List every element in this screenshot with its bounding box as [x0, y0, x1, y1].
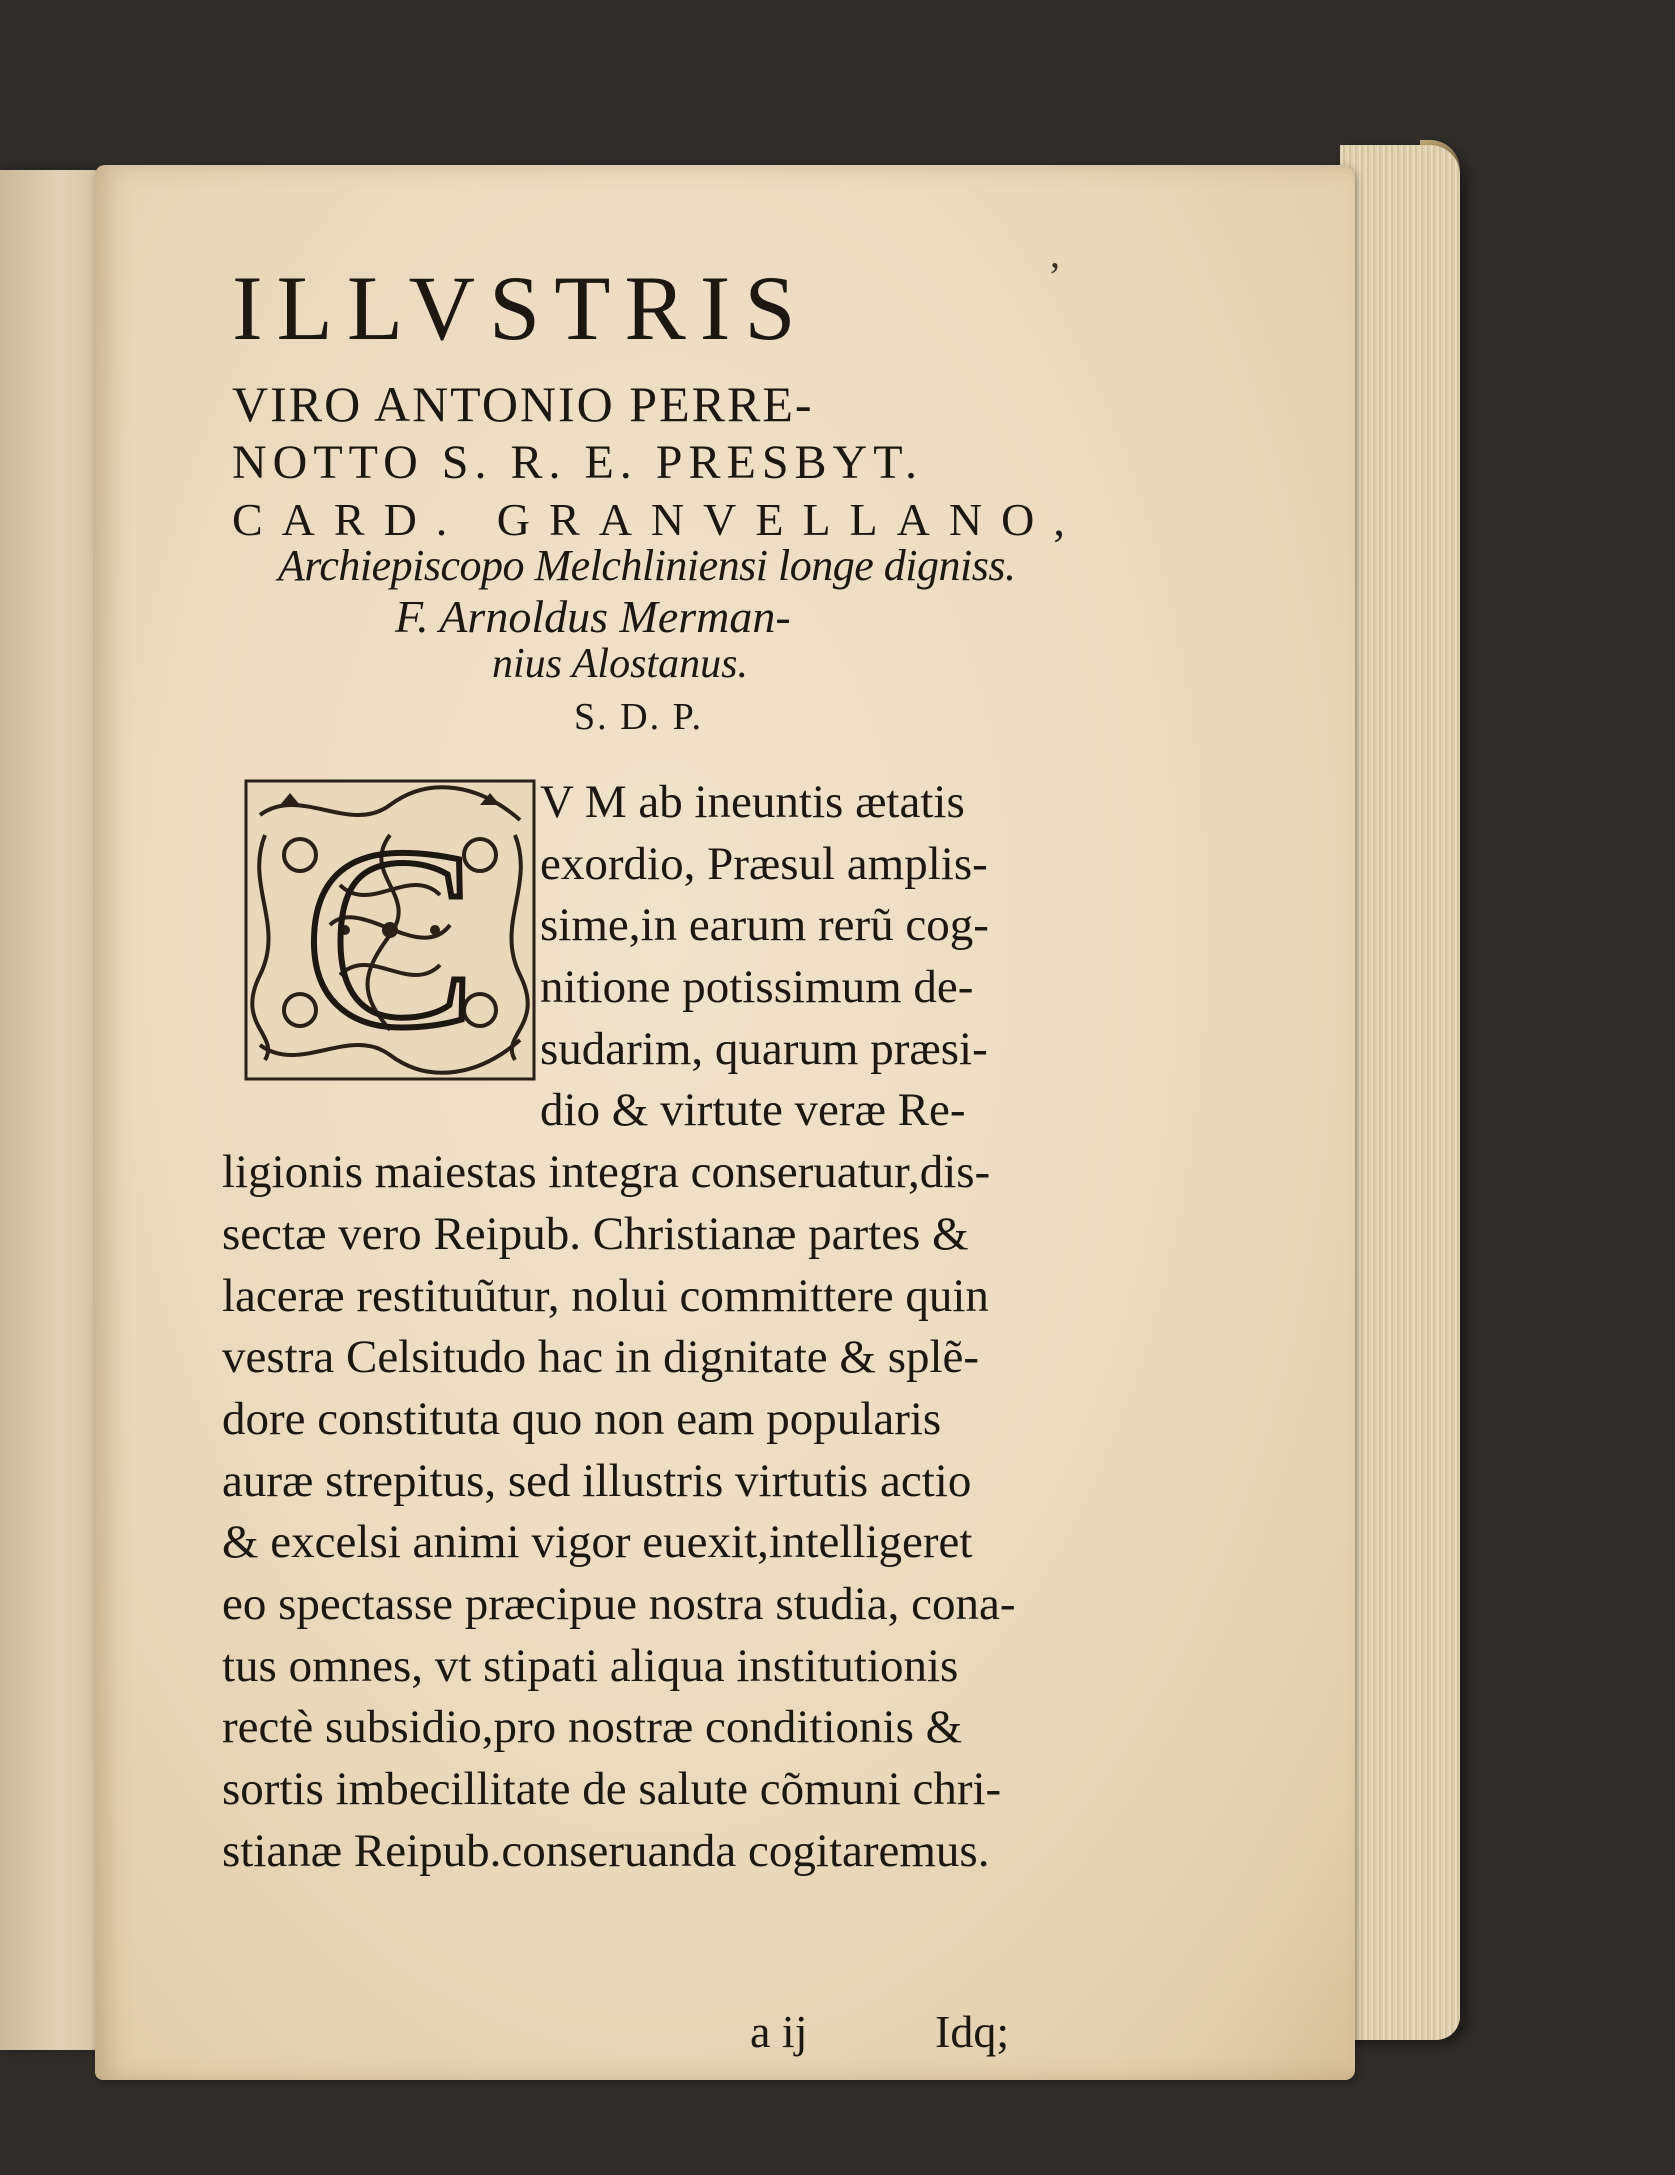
body-line: rectè subsidio,pro nostræ conditionis & [222, 1701, 963, 1754]
body-line: sime,in earum rerũ cog- [540, 899, 989, 952]
body-line: nitione potissimum de- [540, 961, 974, 1014]
body-line: stianæ Reipub.conseruanda cogitaremus. [222, 1824, 990, 1877]
body-line: exordio, Præsul amplis- [540, 837, 988, 890]
body-line: & excelsi animi vigor euexit,intelligeret [222, 1516, 973, 1569]
body-line: vestra Celsitudo hac in dignitate & splẽ- [222, 1331, 980, 1384]
facing-page-edge [0, 170, 100, 2050]
body-line: sectæ vero Reipub. Christianæ partes & [222, 1207, 969, 1260]
body-line: eo spectasse præcipue nostra studia, cona- [222, 1577, 1016, 1630]
page-block-edge [1340, 145, 1460, 2040]
body-text [222, 772, 1052, 1882]
dedication-line-1: VIRO ANTONIO PERRE- [232, 376, 814, 432]
margin-mark: , [1050, 231, 1060, 276]
dedication-italic-2: F. Arnoldus Merman- [395, 591, 791, 642]
body-line: sortis imbecillitate de salute cõmuni chri- [222, 1763, 1002, 1815]
signature-mark: a ij [750, 2006, 808, 2057]
body-line: V M ab ineuntis ætatis [540, 776, 965, 828]
body-line: ligionis maiestas integra conseruatur,dis- [222, 1146, 991, 1199]
body-line: dio & virtute veræ Re- [540, 1084, 966, 1137]
initial-letter: C [303, 794, 477, 1082]
dedication-line-2: NOTTO S. R. E. PRESBYT. [232, 436, 923, 489]
dedication-line-3: CARD. GRANVELLANO, [232, 494, 1084, 545]
page-title: ILLVSTRIS [232, 257, 810, 359]
catchword: Idq; [935, 2006, 1010, 2057]
body-line: laceræ restituũtur, nolui committere quin [222, 1269, 989, 1322]
body-line: sudarim, quarum præsi- [540, 1022, 988, 1075]
salutation: S. D. P. [574, 696, 703, 738]
body-line: tus omnes, vt stipati aliqua institutionis [222, 1639, 959, 1692]
dedication-italic-3: nius Alostanus. [492, 641, 748, 687]
dedication-italic-1: Archiepiscopo Melchliniensi longe digniss. [278, 541, 1016, 590]
body-line: dore constituta quo non eam popularis [222, 1392, 942, 1445]
body-line: auræ strepitus, sed illustris virtutis actio [222, 1454, 972, 1507]
